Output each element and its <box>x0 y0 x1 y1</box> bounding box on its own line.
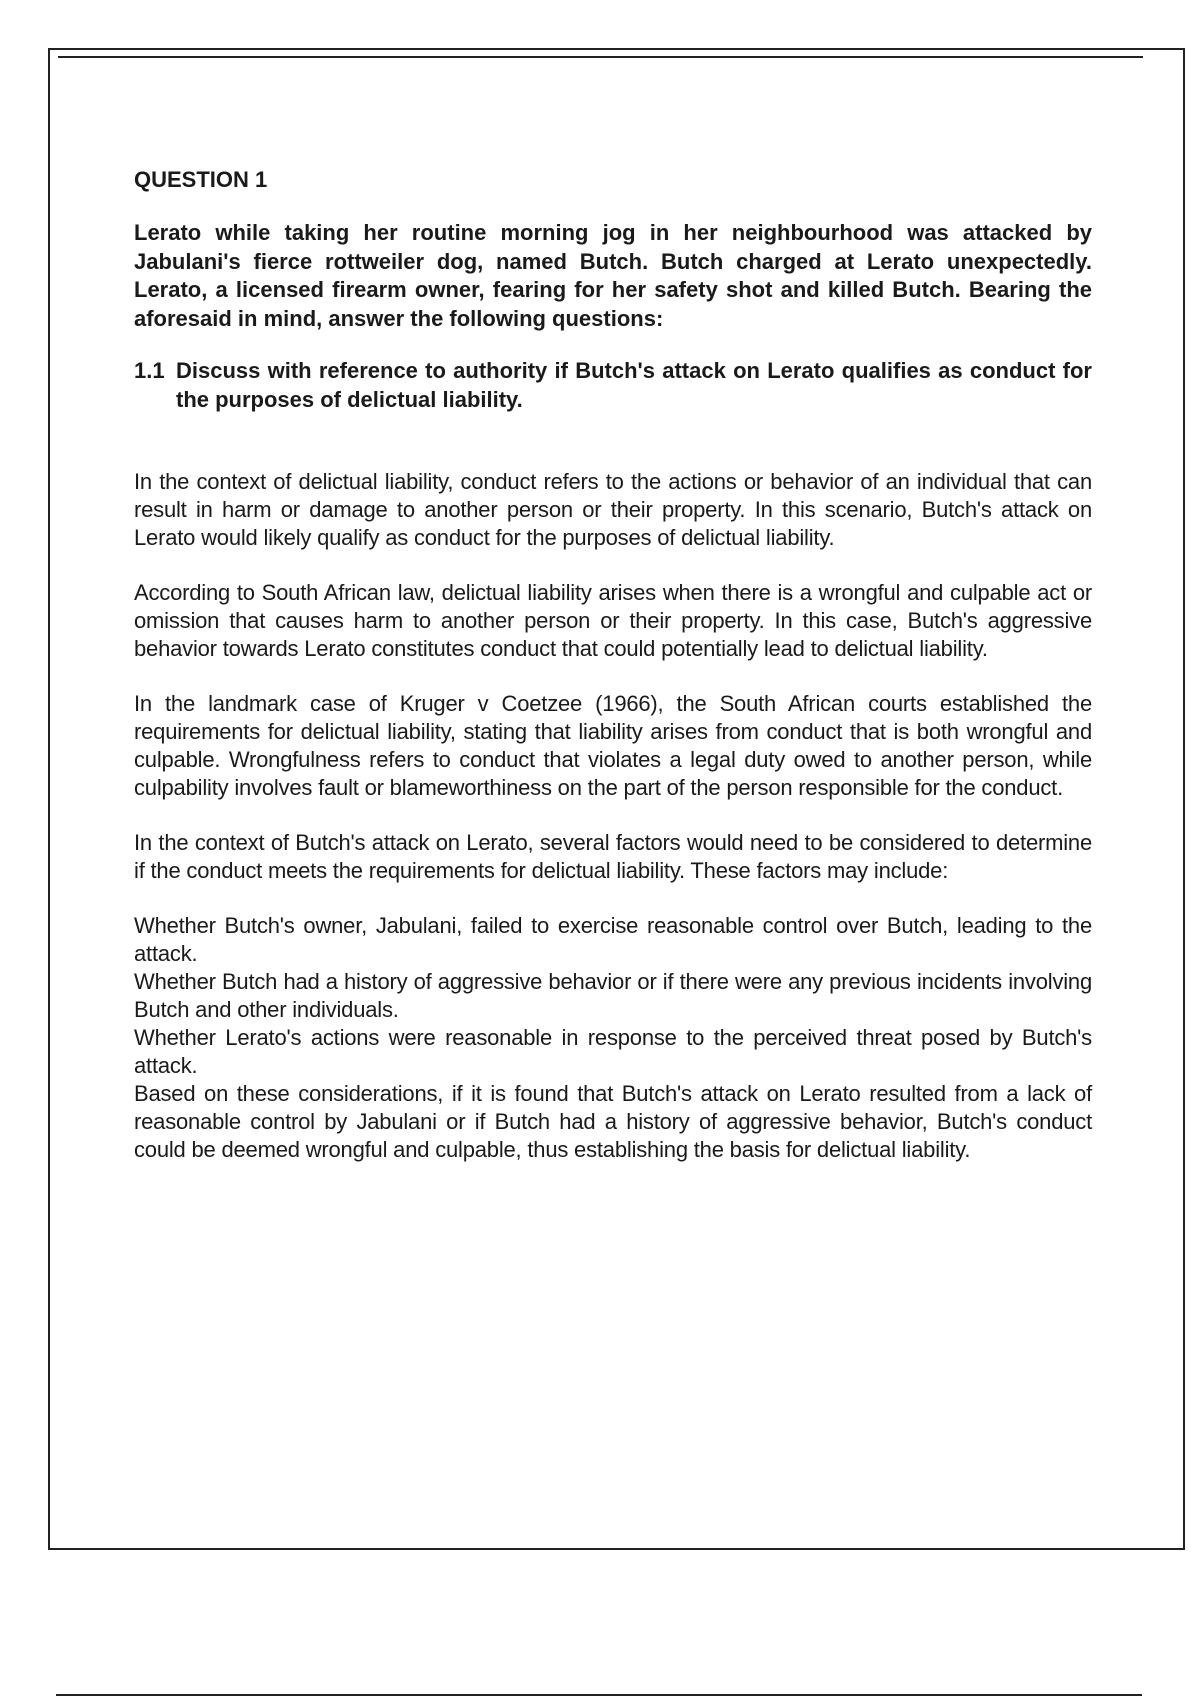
factor-item: Whether Lerato's actions were reasonable in response to the perceived threat posed by Butch's attack. <box>134 1025 1092 1078</box>
factor-item: Whether Butch's owner, Jabulani, failed to exercise reasonable control over Butch, leading to the attack. <box>134 913 1092 966</box>
factors-list <box>134 912 1092 1164</box>
top-rule <box>58 56 1143 58</box>
question-heading: QUESTION 1 <box>134 167 268 192</box>
factor-item: Whether Butch had a history of aggressive behavior or if there were any previous incidents involving Butch and other individuals. <box>134 969 1092 1022</box>
answer-paragraph: In the context of Butch's attack on Lerato, several factors would need to be considered to determine if the conduct meets the requirements for delictual liability. These factors may include: <box>134 830 1092 883</box>
sub-question-number: 1.1 <box>134 358 165 383</box>
conclusion-paragraph: Based on these considerations, if it is found that Butch's attack on Lerato resulted from a lack of reasonable control by Jabulani or if Butch had a history of aggressive behavior, Butch's conduct could be deemed wrongful and culpable, thus establishing the basis for delictual liability. <box>134 1081 1092 1162</box>
question-scenario: Lerato while taking her routine morning jog in her neighbourhood was attacked by Jabulani's fierce rottweiler dog, named Butch. Butch charged at Lerato unexpectedly. Lerato, a licensed firearm owner, fearing for her safety shot and killed Butch. Bearing the aforesaid in mind, answer the following questions: <box>134 220 1092 331</box>
sub-question <box>134 357 1092 414</box>
bottom-rule <box>56 1694 1142 1696</box>
answer-paragraph: According to South African law, delictual liability arises when there is a wrongful and culpable act or omission that causes harm to another person or their property. In this case, Butch's aggressive behavior towards Lerato constitutes conduct that could potentially lead to delictual liability. <box>134 580 1092 661</box>
answer-paragraph: In the landmark case of Kruger v Coetzee (1966), the South African courts established the requirements for delictual liability, stating that liability arises from conduct that is both wrongful and culpable. Wrongfulness refers to conduct that violates a legal duty owed to another person, while culpability involves fault or blameworthiness on the part of the person responsible for the conduct. <box>134 691 1092 800</box>
answer-paragraph: In the context of delictual liability, conduct refers to the actions or behavior of an individual that can result in harm or damage to another person or their property. In this scenario, Butch's attack on Lerato would likely qualify as conduct for the purposes of delictual liability. <box>134 469 1092 550</box>
sub-question-text: Discuss with reference to authority if Butch's attack on Lerato qualifies as conduct for the purposes of delictual liability. <box>176 358 1092 412</box>
answer <box>134 468 1092 1164</box>
document-content <box>134 166 1092 1164</box>
